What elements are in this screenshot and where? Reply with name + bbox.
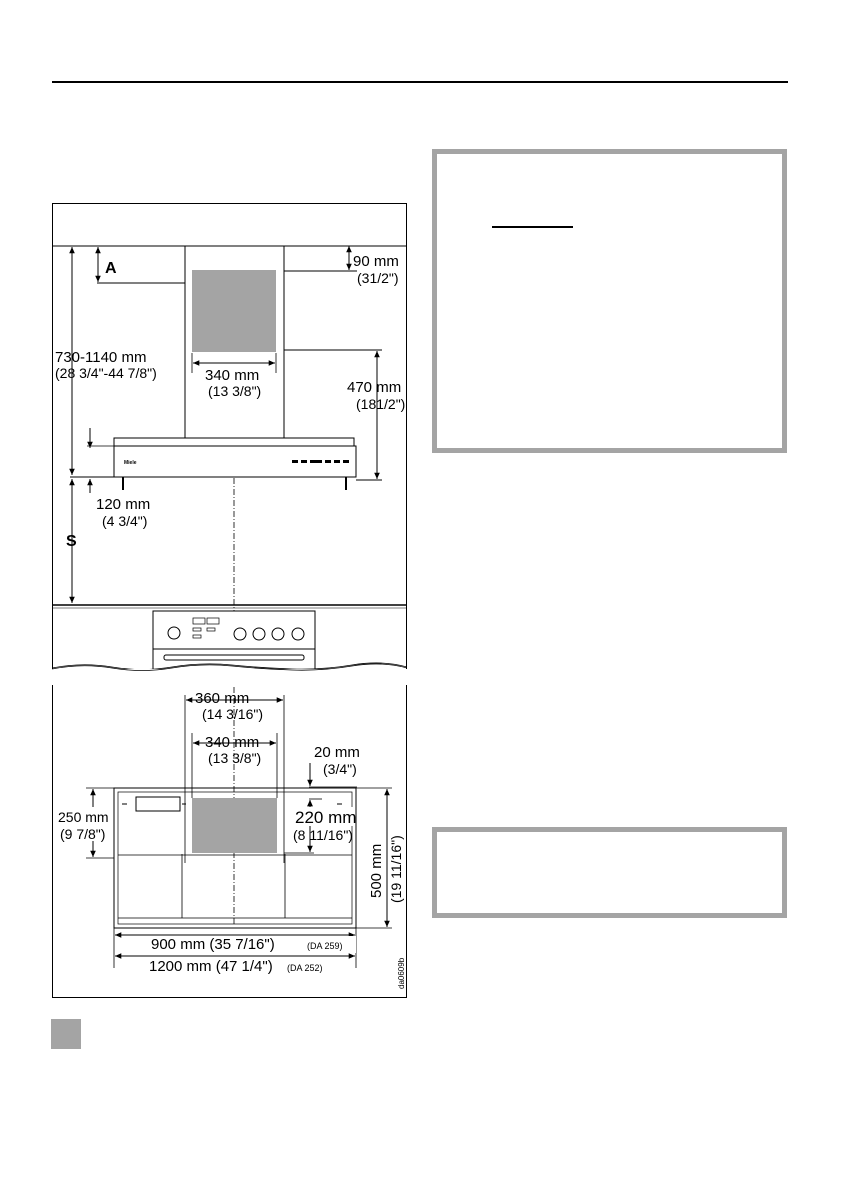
d470-mm-label: 470 mm [347,379,402,396]
d90-mm-label: 90 mm [353,253,399,270]
underline-mark [492,226,573,228]
d360-mm-label: 360 mm [195,690,250,707]
brand-logo: Miele [124,460,137,466]
d500-in-label: (19 11/16") [388,835,404,903]
d20-mm-label: 20 mm [314,744,360,761]
d340-mm-label: 340 mm [205,367,260,384]
d340-in-label: (13 3/8") [208,383,262,399]
w1200-label: 1200 mm (47 1/4") [149,958,273,975]
d220-in-label: (8 11/16") [293,827,353,843]
w900-model-label: (DA 259) [307,941,343,951]
info-box-lower [432,827,787,918]
header-rule [52,81,788,83]
drawing-id: da0609b [397,957,406,989]
canopy-glass [114,438,354,446]
info-box-upper [432,149,787,453]
plan-filter [192,798,277,853]
d360-in-label: (14 3/16") [202,706,264,722]
plan-control-panel [136,797,180,811]
d340b-mm-label: 340 mm [205,734,260,751]
d500-mm-label: 500 mm [368,843,385,898]
d90-in-label: (31/2") [357,270,399,286]
d470-in-label: (181/2") [356,396,406,412]
oven-front [153,611,315,649]
installation-diagram [52,203,407,998]
w900-label: 900 mm (35 7/16") [151,936,275,953]
range-mm-label: 730-1140 mm [55,349,147,366]
d250-mm-label: 250 mm [58,809,109,825]
d120-mm-label: 120 mm [96,496,151,513]
w1200-model-label: (DA 252) [287,963,323,973]
d220-mm-label: 220 mm [295,808,357,827]
chimney-filter [192,270,276,352]
range-in-label: (28 3/4"-44 7/8") [55,365,157,381]
label-s: S [66,533,77,550]
d250-in-label: (9 7/8") [60,826,106,842]
d340b-in-label: (13 3/8") [208,750,262,766]
d20-in-label: (3/4") [323,761,357,777]
d120-in-label: (4 3/4") [102,513,148,529]
label-a: A [105,260,117,277]
page-marker-square [51,1019,81,1049]
